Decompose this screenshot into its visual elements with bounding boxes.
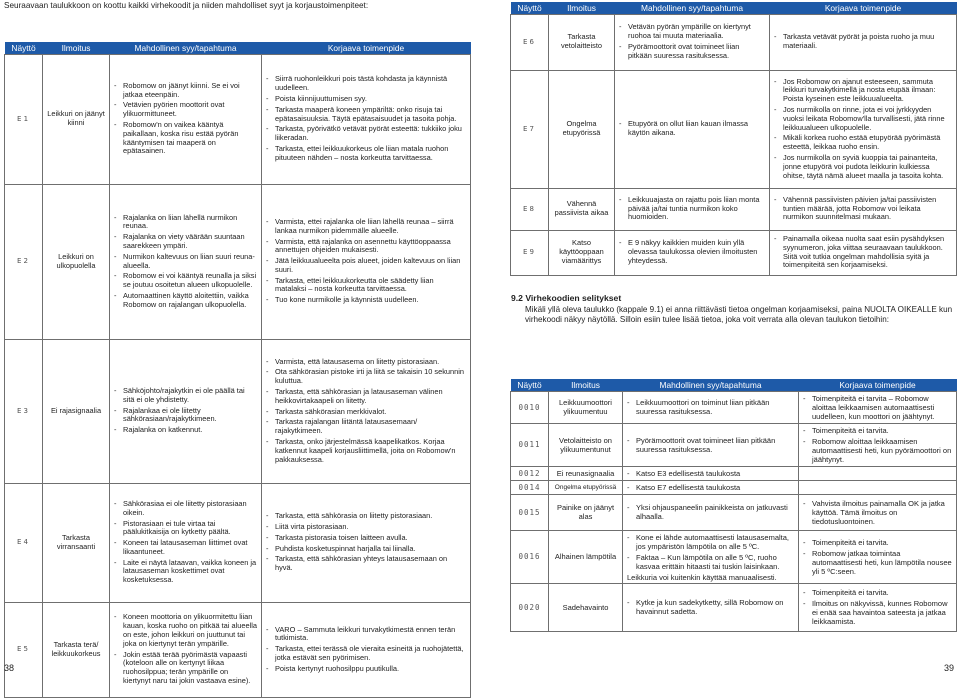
notice-cell: Ei rajasignaalia: [43, 339, 110, 483]
action-item: - Toimenpiteitä ei tarvita – Robomow aloittaa leikkaamisen automaattisesti uudelleen, kun moottori on jäähtynyt.: [803, 394, 952, 421]
action-cell: [262, 602, 471, 697]
error-code-cell: 0015: [511, 494, 549, 530]
action-list: [774, 194, 952, 222]
error-code-cell: 0010: [511, 391, 549, 423]
action-cell: [262, 483, 471, 602]
notice-cell: Ei reunasignaalia: [549, 466, 623, 480]
cause-note: Leikkuria voi kuitenkin käyttää manuaalisesti.: [627, 573, 777, 582]
notice-cell: Vetolaitteisto on ylikuumentunut: [549, 423, 623, 466]
action-item: - Tarkasta pistorasia toisen laitteen avulla.: [266, 534, 466, 543]
action-cell: [799, 530, 957, 583]
action-item: - Vähennä passiivisten päivien ja/tai passiivisten tuntien määrää, jotta Robomow voi leikata nurmikon suunnitelmasi mukaan.: [774, 196, 952, 222]
table-row: [5, 184, 471, 339]
notice-cell: Leikkuri on ulkopuolella: [43, 184, 110, 339]
notice-cell: Alhainen lämpötila: [549, 530, 623, 583]
action-item: - Tarkasta, pyörivätkö vetävät pyörät esteettä: tukkiiko joku liikeradan.: [266, 125, 466, 143]
action-cell: [799, 583, 957, 631]
cause-item: - Leikkuumoottori on toiminut liian pitkään suuressa rasituksessa.: [627, 398, 794, 416]
action-item: - Varmista, että rajalanka on asennettu käyttöoppaassa annettujen ohjeiden mukaisesti.: [266, 238, 466, 256]
header-action: Korjaava toimenpide: [799, 379, 957, 391]
cause-cell: [615, 230, 770, 275]
error-table-right: [510, 2, 957, 276]
cause-cell: [110, 184, 262, 339]
action-item: - Tarkasta sähkörasian merkkivalot.: [266, 408, 466, 417]
error-code-cell: 0020: [511, 583, 549, 631]
cause-item: - Katso E3 edellisestä taulukosta: [627, 469, 794, 478]
table-header: [511, 2, 957, 14]
error-code-cell: 0011: [511, 423, 549, 466]
action-cell: [799, 494, 957, 530]
action-item: - Jos nurmikolla on syviä kuoppia tai painanteita, jonne etupyörä voi pudota leikkurin kulkiessa ohitse, täytä nämä alueet maalla ja tasoita kohta.: [774, 154, 952, 180]
cause-list: [627, 467, 794, 478]
cause-cell: [110, 602, 262, 697]
cause-cell: [615, 70, 770, 188]
table-row: [511, 188, 957, 230]
header-cause: Mahdollinen syy/tapahtuma: [615, 2, 770, 14]
action-item: - Toimenpiteitä ei tarvita.: [803, 588, 952, 597]
cause-cell: [623, 583, 799, 631]
page-number-right: 39: [944, 663, 955, 673]
cause-item: - Vetävän pyörän ympärille on kiertynyt ruohoa tai muuta materiaalia.: [619, 23, 765, 41]
action-item: - Painamalla oikeaa nuolta saat esiin pysähdyksen syynumeron, joka viittaa seuraavaan taulukkoon. Siitä voit tutkia ongelman mahdollisia syitä ja toimenpiteitä sen korjaamiseksi.: [774, 235, 952, 270]
action-list: [803, 392, 952, 421]
cause-cell: [623, 494, 799, 530]
cause-item: - Koneen tai latausaseman liittimet ovat likaantuneet.: [114, 539, 257, 557]
cause-cell: [623, 466, 799, 480]
action-item: - Tarkasta, että sähkörasian yhteys latausasemaan on hyvä.: [266, 555, 466, 573]
cause-list: [619, 118, 765, 138]
action-item: - VARO – Sammuta leikkuri turvakytkimestä ennen terän tutkimista.: [266, 626, 466, 644]
cause-list: [627, 396, 794, 416]
cause-cell: [110, 54, 262, 184]
action-list: [803, 472, 952, 474]
cause-item: - Leikkuuajasta on rajattu pois liian monta päivää ja/tai tuntia nurmikon koko huomioiden.: [619, 196, 765, 222]
cause-item: - Vetävien pyörien moottorit ovat ylikuormittuneet.: [114, 101, 257, 119]
action-list: [774, 31, 952, 51]
header-notice: Ilmoitus: [43, 42, 110, 54]
action-item: - Ota sähkörasian pistoke irti ja liitä se takaisin 10 sekunnin kuluttua.: [266, 368, 466, 386]
action-item: - Puhdista kosketuspinnat harjalla tai liinalla.: [266, 545, 466, 554]
table-row: [511, 583, 957, 631]
action-item: - Jos nurmikolla on rinne, jota ei voi jyrkkyyden vuoksi leikata Robomow'lla turvallisesti, jätä rinne leikkuualueen ulkopuolelle.: [774, 106, 952, 132]
action-item: - Tarkasta, ettei terässä ole vieraita esineitä ja ruohojätettä, jotka estävät sen pyörimisen.: [266, 645, 466, 663]
error-code-cell: E3: [5, 339, 43, 483]
error-code-cell: E7: [511, 70, 549, 188]
cause-list: [627, 596, 794, 616]
table-row: [511, 391, 957, 423]
cause-item: - E 9 näkyy kaikkien muiden kuin yllä olevassa taulukossa olevien ilmoitusten yhteydessä.: [619, 239, 765, 265]
action-cell: [770, 230, 957, 275]
notice-cell: Leikkuri on jäänyt kiinni: [43, 54, 110, 184]
action-item: - Tarkasta vetävät pyörät ja poista ruoho ja muu materiaali.: [774, 33, 952, 51]
action-item: - Robomow aloittaa leikkaamisen automaattisesti heti, kun pyörämoottori on jäähtynyt.: [803, 437, 952, 464]
header-notice: Ilmoitus: [549, 379, 623, 391]
action-cell: [799, 391, 957, 423]
action-cell: [770, 188, 957, 230]
cause-cell: [623, 391, 799, 423]
action-item: - Tarkasta rajalangan liitäntä latausasemaan/ rajakytkimeen.: [266, 418, 466, 436]
action-item: - Varmista, että latausasema on liitetty pistorasiaan.: [266, 358, 466, 367]
table-row: [5, 602, 471, 697]
action-item: - Tarkasta, ettei leikkuukorkeus ole liian matala ruohon pituuteen nähden – nosta korkeutta tarvittaessa.: [266, 145, 466, 163]
notice-cell: Tarkasta vetolaitteisto: [549, 14, 615, 70]
cause-item: - Automaattinen käyttö aloitettiin, vaikka Robomow on rajalangan ulkopuolella.: [114, 292, 257, 310]
table-row: [5, 483, 471, 602]
cause-item: - Sähköjohto/rajakytkin ei ole päällä tai sitä ei ole yhdistetty.: [114, 387, 257, 405]
action-item: - Toimenpiteitä ei tarvita.: [803, 538, 952, 547]
header-notice: Ilmoitus: [549, 2, 615, 14]
cause-cell: [615, 188, 770, 230]
action-item: - Tarkasta, onko järjestelmässä kaapelikatkos. Korjaa katkennut kaapeli korjausliittimellä, joita on Robomow'n pakkauksessa.: [266, 438, 466, 464]
action-cell: [262, 54, 471, 184]
header-display: Näyttö: [511, 2, 549, 14]
notice-cell: Painike on jäänyt alas: [549, 494, 623, 530]
cause-list: [114, 212, 257, 310]
cause-item: - Pistorasiaan ei tule virtaa tai päälukitkaisija on kytketty päältä.: [114, 520, 257, 538]
cause-item: - Koneen moottoria on ylikuormitettu liian kauan, koska ruoho on pitkää tai alueella on este, johon leikkuri on juuttunut tai joka on kiertynyt terän ympärille.: [114, 613, 257, 648]
action-list: [803, 536, 952, 576]
table-row: [5, 339, 471, 483]
cause-cell: [615, 14, 770, 70]
action-item: - Tarkasta maaperä koneen ympäriltä: onko risuja tai epätasaisuuksia. Täytä epätasaisuudet ja tasoita pohja.: [266, 106, 466, 124]
cause-item: - Rajalanka on katkennut.: [114, 426, 257, 435]
error-code-cell: 0014: [511, 480, 549, 494]
page-number-left: 38: [4, 663, 15, 673]
header-display: Näyttö: [5, 42, 43, 54]
action-item: - Poista kertynyt ruohosilppu puutikulla.: [266, 665, 466, 674]
table-row: [511, 230, 957, 275]
error-table-left: [4, 42, 471, 698]
cause-item: - Robomow'n on vaikea kääntyä paikallaan, koska risu estää pyörän kääntymisen tai maaperä on epätasainen.: [114, 121, 257, 156]
error-code-cell: E9: [511, 230, 549, 275]
notice-cell: Vähennä passiivista aikaa: [549, 188, 615, 230]
table-row: [5, 54, 471, 184]
cause-item: - Yksi ohjauspaneelin painikkeista on jatkuvasti alhaalla.: [627, 503, 794, 521]
cause-list: [619, 194, 765, 222]
code-table: [510, 379, 957, 632]
cause-item: - Jokin estää terää pyörimästä vapaasti (koteloon alle on kertynyt liikaa ruohosilppua; terän ympärille on kiertynyt naru tai jokin vastaava esine).: [114, 651, 257, 686]
action-item: - Tarkasta, ettei leikkuukorkeutta ole säädetty liian matalaksi – nosta korkeutta tarvittaessa.: [266, 277, 466, 295]
cause-cell: [110, 483, 262, 602]
action-cell: [262, 339, 471, 483]
action-list: [803, 586, 952, 626]
action-item: - Jätä leikkuualueelta pois alueet, joiden kaltevuus on liian suuri.: [266, 257, 466, 275]
action-list: [266, 73, 466, 162]
cause-item: - Rajalankaa ei ole liitetty sähkörasiaan/rajakytkimeen.: [114, 407, 257, 425]
notice-cell: Tarkasta terä/ leikkuukorkeus: [43, 602, 110, 697]
action-item: - Jos Robomow on ajanut esteeseen, sammuta leikkuri turvakytkimellä ja nosta etupää ilmaan: Poista kyseinen este leikkuualueelta.: [774, 78, 952, 104]
cause-list: [627, 531, 794, 571]
action-list: [266, 624, 466, 674]
action-list: [774, 76, 952, 181]
header-cause: Mahdollinen syy/tapahtuma: [623, 379, 799, 391]
action-list: [803, 497, 952, 526]
cause-list: [619, 237, 765, 265]
notice-cell: Ongelma etupyörissä: [549, 70, 615, 188]
cause-item: - Robomow ei voi kääntyä reunalla ja siksi se joutuu osoitetun alueen ulkopuolelle.: [114, 272, 257, 290]
action-item: - Ilmoitus on näkyvissä, kunnes Robomow ei enää saa havaintoa sateesta ja jatkaa leikkaamista.: [803, 599, 952, 626]
notice-cell: Katso käyttöoppaan viamäärittys: [549, 230, 615, 275]
action-list: [266, 216, 466, 305]
action-item: - Liitä virta pistorasiaan.: [266, 523, 466, 532]
cause-list: [114, 80, 257, 156]
cause-list: [114, 385, 257, 435]
error-code-cell: E4: [5, 483, 43, 602]
header-action: Korjaava toimenpide: [770, 2, 957, 14]
cause-item: - Pyörämoottorit ovat toimineet liian pitkään suuressa rasituksessa.: [619, 43, 765, 61]
notice-cell: Leikkuumoottori ylikuumentuu: [549, 391, 623, 423]
notice-cell: Sadehavainto: [549, 583, 623, 631]
action-item: - Vahvista ilmoitus painamalla OK ja jatka käyttöä. Tämä ilmoitus on tiedotusluontoinen.: [803, 499, 952, 526]
cause-item: - Kone ei lähde automaattisesti latausasemalta, jos ympäristön lämpötila on alle 5 ºC.: [627, 533, 794, 551]
cause-cell: [623, 423, 799, 466]
cause-list: [114, 498, 257, 585]
error-code-cell: E1: [5, 54, 43, 184]
cause-item: - Nurmikon kaltevuus on liian suuri reuna-alueella.: [114, 253, 257, 271]
table-row: [511, 530, 957, 583]
header-display: Näyttö: [511, 379, 549, 391]
section-title: 9.2 Virhekoodien selitykset: [511, 293, 622, 303]
action-item: - Tarkasta, että sähkörasia on liitetty pistorasiaan.: [266, 512, 466, 521]
action-cell: [262, 184, 471, 339]
action-item: - Tarkasta, että sähkörasian ja latausaseman välinen heikkovirtakaapeli on liitetty.: [266, 388, 466, 406]
cause-item: - Katso E7 edellisestä taulukosta: [627, 483, 794, 492]
action-item: - Toimenpiteitä ei tarvita.: [803, 426, 952, 435]
cause-item: - Pyörämoottorit ovat toimineet liian pitkään suuressa rasituksessa.: [627, 436, 794, 454]
action-cell: [799, 480, 957, 494]
cause-item: - Sähkörasiaa ei ole liitetty pistorasiaan oikein.: [114, 500, 257, 518]
action-item: - Robomow jatkaa toimintaa automaattisesti heti, kun lämpötila nousee yli 5 ºC:seen.: [803, 549, 952, 576]
error-code-cell: E8: [511, 188, 549, 230]
cause-list: [114, 611, 257, 685]
cause-list: [627, 501, 794, 521]
cause-item: - Rajalanka on liian lähellä nurmikon reunaa.: [114, 214, 257, 232]
cause-cell: [623, 530, 799, 583]
table-row: [511, 466, 957, 480]
table-header: [5, 42, 471, 54]
header-action: Korjaava toimenpide: [262, 42, 471, 54]
table-row: [511, 480, 957, 494]
action-item: - Mikäli korkea ruoho estää etupyörää pyörimästä esteettä, leikkaa ruoho ensin.: [774, 134, 952, 152]
action-list: [266, 356, 466, 465]
error-code-cell: E2: [5, 184, 43, 339]
cause-list: [627, 434, 794, 454]
section-text: Mikäli yllä oleva taulukko (kappale 9.1) ei anna riittävästi tietoa ongelman korjaamiseksi, paina NUOLTA OIKEALLE kun virhekoodi näkyy näytöllä. Silloin esiin tulee lisää tietoa, joka voit verrata alla olevan taulukon tietoihin:: [525, 305, 953, 325]
action-cell: [770, 70, 957, 188]
error-code-cell: 0012: [511, 466, 549, 480]
action-list: [803, 424, 952, 464]
cause-item: - Rajalanka on viety väärään suuntaan saarekkeen ympäri.: [114, 233, 257, 251]
table-row: [511, 70, 957, 188]
action-item: - Siirrä ruohonleikkuri pois tästä kohdasta ja käynnistä uudelleen.: [266, 75, 466, 93]
notice-cell: Tarkasta virransaanti: [43, 483, 110, 602]
action-item: - Tuo kone nurmikolle ja käynnistä uudelleen.: [266, 296, 466, 305]
table-row: [511, 423, 957, 466]
cause-cell: [110, 339, 262, 483]
notice-cell: Ongelma etupyörissä: [549, 480, 623, 494]
header-cause: Mahdollinen syy/tapahtuma: [110, 42, 262, 54]
intro-text: Seuraavaan taulukkoon on koottu kaikki virhekoodit ja niiden mahdolliset syyt ja korjaustoimenpiteet:: [4, 1, 369, 10]
action-cell: [770, 14, 957, 70]
error-code-cell: E5: [5, 602, 43, 697]
table-header: [511, 379, 957, 391]
cause-item: - Faktaa – Kun lämpötila on alle 5 ºC, ruoho kasvaa erittäin hitaasti tai tuskin laisinkaan.: [627, 553, 794, 571]
cause-item: - Etupyörä on ollut liian kauan ilmassa käytön aikana.: [619, 120, 765, 138]
action-item: - Poista kiinnijuuttumisen syy.: [266, 95, 466, 104]
error-code-cell: 0016: [511, 530, 549, 583]
action-cell: [799, 466, 957, 480]
cause-item: - Laite ei näytä lataavan, vaikka koneen ja latausaseman koskettimet ovat kosketuksessa.: [114, 559, 257, 585]
cause-item: - Robomow on jäänyt kiinni. Se ei voi jatkaa eteenpäin.: [114, 82, 257, 100]
error-code-cell: E6: [511, 14, 549, 70]
cause-list: [627, 481, 794, 492]
action-item: - Varmista, ettei rajalanka ole liian lähellä reunaa – siirrä lankaa nurmikon pidemmälle alueelle.: [266, 218, 466, 236]
action-list: [774, 233, 952, 270]
action-list: [266, 510, 466, 573]
table-row: [511, 494, 957, 530]
cause-cell: [623, 480, 799, 494]
action-list: [803, 486, 952, 488]
cause-list: [619, 21, 765, 60]
cause-item: - Kytke ja kun sadekytketty, sillä Robomow on havainnut sadetta.: [627, 598, 794, 616]
action-cell: [799, 423, 957, 466]
table-row: [511, 14, 957, 70]
